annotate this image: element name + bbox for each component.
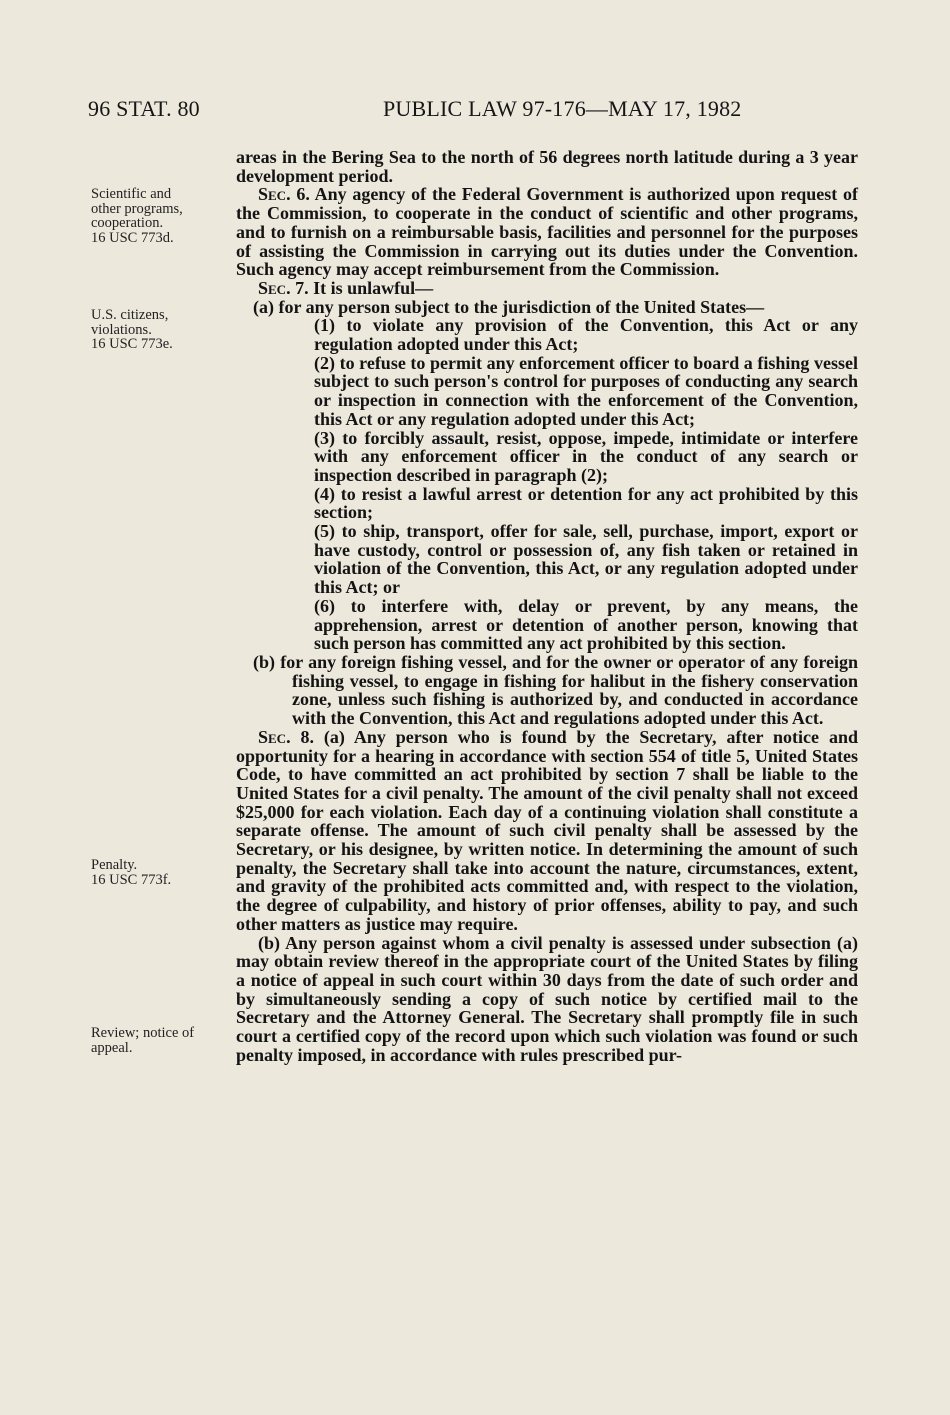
section-8-b: (b) Any person against whom a civil penalty is assessed under subsection (a) may obtain review thereof in the appropriate court of the United States by filing a notice of appeal in such court within 30 days from the date of such order and by simultaneously sending a copy of such notice by certified mail to the Secretary and the Attorney General. The Secretary shall promptly file in such court a certified copy of the record upon which such violation was found or such penalty imposed, in accordance with rules prescribed pur-	[236, 932, 858, 1065]
section-7-b: (b) for any foreign fishing vessel, and for the owner or operator of any foreign fishing vessel, to engage in fishing for halibut in the fishery conservation zone, unless such fishing is authorized by, and conducted in accordance with the Convention, this Act and regulations adopted under this Act.	[253, 651, 858, 729]
page-citation: 96 STAT. 80	[88, 96, 200, 121]
margin-note-line: Scientific and	[91, 186, 172, 202]
margin-note-line: Review; notice of	[91, 1025, 195, 1041]
margin-note-line: appeal.	[91, 1039, 133, 1056]
margin-note-review	[91, 1026, 221, 1055]
margin-note-sec7	[91, 308, 221, 352]
statute-text	[236, 148, 858, 1064]
margin-note-sec6	[91, 187, 221, 245]
section-7-a-6: (6) to interfere with, delay or prevent, by any means, the apprehension, arrest or detention of another person, knowing that such person has committed any act prohibited by this section.	[314, 595, 858, 654]
section-7-a-2: (2) to refuse to permit any enforcement officer to board a fishing vessel subject to such person's control for purposes of conducting any search or inspection in connection with the enforcement of the Convention, this Act or any regulation adopted under this Act;	[314, 352, 858, 429]
section-7-text: It is unlawful—	[308, 277, 434, 298]
section-8-a-text: (a) Any person who is found by the Secretary, after notice and opportunity for a hearing in accordance with section 554 of title 5, United States Code, to have committed an act prohibited by section 7 shall be liable to the United States for a civil penalty. The amount of the civil penalty shall not exceed $25,000 for each violation. Each day of a continuing violation shall constitute a separate offense. The amount of such civil penalty shall be assessed by the Secretary, or his designee, by written notice. In determining the amount of such penalty, the Secretary shall take into account the nature, circumstances, extent, and gravity of the prohibited acts committed and, with respect to the violation, the degree of culpability, and history of prior offenses, ability to pay, and such other matters as justice may require.	[236, 726, 858, 934]
margin-note-line: 16 USC 773f.	[91, 871, 172, 888]
section-7-a-1: (1) to violate any provision of the Convention, this Act or any regulation adopted under this Act;	[314, 315, 858, 355]
running-header: PUBLIC LAW 97-176—MAY 17, 1982	[383, 96, 742, 121]
margin-note-line: violations.	[91, 321, 152, 338]
section-7-a: (a) for any person subject to the jurisdiction of the United States—	[253, 296, 765, 317]
intro-paragraph: areas in the Bering Sea to the north of 56 degrees north latitude during a 3 year development period.	[236, 147, 858, 186]
section-6-text: Any agency of the Federal Government is authorized upon request of the Commission, to cooperate in the conduct of scientific and other programs, and to furnish on a reimbursable basis, facilities and personnel for the purposes of assisting the Commission in carrying out its duties under the Convention. Such agency may accept reimbursement from the Commission.	[236, 184, 858, 280]
section-7	[236, 279, 858, 298]
section-7-a-4: (4) to resist a lawful arrest or detention for any act prohibited by this section;	[314, 483, 858, 523]
section-7-a-3: (3) to forcibly assault, resist, oppose, impede, intimidate or interfere with any enforcement officer in the conduct of any search or inspection described in paragraph (2);	[314, 427, 858, 485]
section-8-a	[236, 728, 858, 934]
margin-note-sec8	[91, 858, 221, 887]
margin-note-line: 16 USC 773d.	[91, 229, 174, 246]
margin-note-line: other programs,	[91, 200, 183, 217]
section-label: Sec. 7.	[258, 277, 309, 298]
section-7-a-5: (5) to ship, transport, offer for sale, sell, purchase, import, export or have custody, control or possession of, any fish taken or retained in violation of the Convention, this Act, or any regulation adopted under this Act; or	[314, 521, 858, 598]
section-6	[236, 185, 858, 279]
margin-note-line: Penalty.	[91, 857, 138, 873]
margin-note-line: 16 USC 773e.	[91, 336, 173, 352]
margin-note-line: U.S. citizens,	[91, 307, 169, 323]
section-label: Sec. 6.	[258, 184, 310, 205]
section-label: Sec. 8.	[258, 726, 314, 747]
margin-note-line: cooperation.	[91, 215, 164, 231]
